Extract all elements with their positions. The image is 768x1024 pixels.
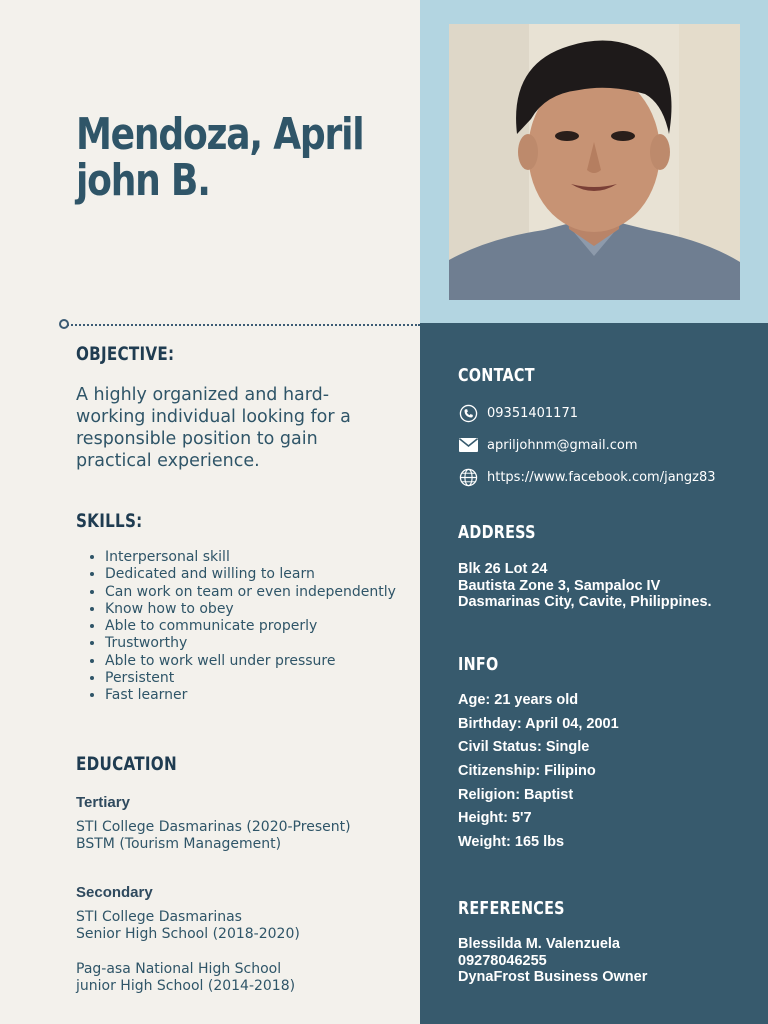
reference-phone: 09278046255 [458,952,547,969]
references-text [458,936,758,986]
tertiary-line: STI College Dasmarinas (2020-Present) [76,819,351,835]
address-line: Blk 26 Lot 24 [458,561,548,577]
info-height: Height: 5'7 [458,810,532,827]
info-details [458,689,758,855]
skills-heading: SKILLS: [76,510,143,532]
profile-photo [449,24,740,300]
email-address[interactable]: apriljohnm@gmail.com [487,437,638,453]
skill-item: • Able to communicate properly [105,618,425,635]
objective-heading: OBJECTIVE: [76,343,175,365]
skill-item: • Know how to obey [105,601,425,618]
skills-list [76,549,425,705]
name-line-1: Mendoza, April [76,109,364,160]
phone-icon [458,403,478,423]
full-name [76,109,364,206]
envelope-icon [458,435,478,455]
address-heading: ADDRESS [458,522,536,543]
info-civil-status: Civil Status: Single [458,739,590,756]
education-heading: EDUCATION [76,753,177,775]
junior-high-details [76,961,406,996]
person-portrait-icon [449,24,740,300]
tertiary-line: BSTM (Tourism Management) [76,836,282,853]
references-heading: REFERENCES [458,898,565,919]
info-age: Age: 21 years old [458,692,579,708]
secondary-line: Pag-asa National High School [76,961,282,977]
website-link[interactable]: https://www.facebook.com/jangz83 [487,469,716,485]
reference-title: DynaFrost Business Owner [458,969,648,986]
skill-item: • Persistent [105,670,425,687]
info-religion: Religion: Baptist [458,786,574,803]
skill-item: • Dedicated and willing to learn [105,566,425,583]
tertiary-details [76,819,406,854]
address-line: Bautista Zone 3, Sampaloc IV [458,577,661,594]
contact-phone [458,403,578,423]
contact-website [458,467,716,487]
address-line: Dasmarinas City, Cavite, Philippines. [458,594,712,611]
name-line-2: john B. [76,155,210,206]
objective-text: A highly organized and hard-working individual looking for a responsible position to gain practical experience. [76,385,351,471]
secondary-line: STI College Dasmarinas [76,909,242,925]
contact-heading: CONTACT [458,365,535,386]
secondary-line: Senior High School (2018-2020) [76,926,300,943]
info-citizenship: Citizenship: Filipino [458,763,596,780]
info-weight: Weight: 165 lbs [458,834,565,851]
address-text [458,561,758,611]
skill-item: • Interpersonal skill [105,549,425,566]
skill-item: • Trustworthy [105,635,425,652]
divider-dot [59,319,69,329]
secondary-details [76,909,406,944]
info-birthday: Birthday: April 04, 2001 [458,715,619,732]
secondary-line: junior High School (2014-2018) [76,978,296,995]
reference-name: Blessilda M. Valenzuela [458,936,620,952]
skill-item: • Able to work well under pressure [105,653,425,670]
phone-number: 09351401171 [487,405,578,421]
divider-line [64,324,420,326]
secondary-label: Secondary [76,884,153,901]
globe-icon [458,467,478,487]
skill-item: • Can work on team or even independently [105,584,425,601]
info-heading: INFO [458,654,499,675]
contact-email [458,435,638,455]
tertiary-label: Tertiary [76,794,130,811]
skill-item: • Fast learner [105,687,425,704]
